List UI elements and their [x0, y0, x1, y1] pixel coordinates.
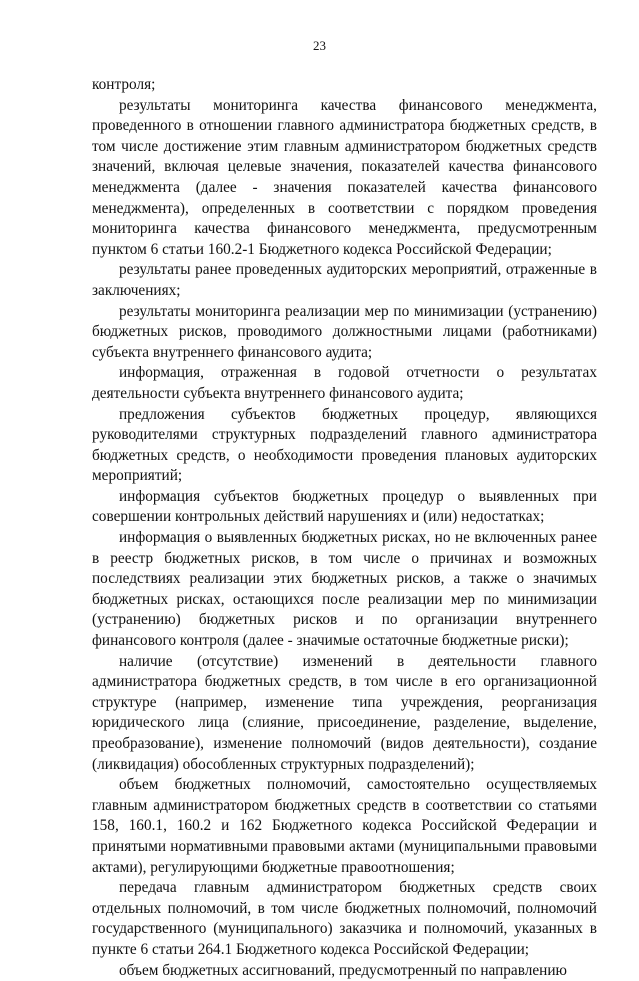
paragraph: наличие (отсутствие) изменений в деятельности главного администратора бюджетных средств, в том числе в его организационной структуре (например, изменение типа учреждения, реорганизация юридического лица (слияние, присоединение, разделение, выделение, преобразование), изменение полномочий (видов деятельности), создание (ликвидация) обособленных структурных подразделений);: [92, 652, 597, 773]
paragraph: объем бюджетных полномочий, самостоятельно осуществляемых главным администратором бюджетных средств в соответствии со статьями 158, 160.1, 160.2 и 162 Бюджетного кодекса Российской Федерации и принятыми нормативными правовыми актами (муниципальными правовыми актами), регулирующими бюджетные правоотношения;: [92, 776, 597, 876]
paragraph: информация субъектов бюджетных процедур о выявленных при совершении контрольных действий нарушениях и (или) недостатках;: [92, 487, 597, 526]
paragraph: информация, отраженная в годовой отчетности о результатах деятельности субъекта внутреннего финансового аудита;: [92, 364, 597, 402]
paragraph: передача главным администратором бюджетных средств своих отдельных полномочий, в том числе бюджетных полномочий, полномочий государственного (муниципального) заказчика и полномочий, указанных в пункте 6 статьи 264.1 Бюджетного кодекса Российской Федерации;: [92, 879, 597, 958]
document-body: [92, 75, 597, 981]
paragraph-continuation: контроля;: [92, 76, 156, 93]
paragraph: предложения субъектов бюджетных процедур, являющихся руководителями структурных подразделений главного администратора бюджетных средств, о необходимости проведения плановых аудиторских мероприятий;: [92, 405, 597, 485]
paragraph: результаты мониторинга реализации мер по минимизации (устранению) бюджетных рисков, проводимого должностными лицами (работниками) субъекта внутреннего финансового аудита;: [92, 302, 597, 361]
paragraph: результаты ранее проведенных аудиторских мероприятий, отраженные в заключениях;: [92, 261, 597, 299]
paragraph: информация о выявленных бюджетных рисках, но не включенных ранее в реестр бюджетных рисков, в том числе о причинах и возможных последствиях реализации этих бюджетных рисков, а также о значимых бюджетных рисках, остающихся после реализации мер по минимизации (устранению) бюджетных рисков и по организации внутреннего финансового контроля (далее - значимые остаточные бюджетные риски);: [92, 529, 597, 650]
paragraph: результаты мониторинга качества финансового менеджмента, проведенного в отношении главного администратора бюджетных средств, в том числе достижение этим главным администратором бюджетных средств значений, включая целевые значения, показателей качества финансового менеджмента (далее - значения показателей качества финансового менеджмента), определенных в соответствии с порядком проведения мониторинга качества финансового менеджмента, предусмотренным пунктом 6 статьи 160.2-1 Бюджетного кодекса Российской Федерации;: [92, 96, 597, 258]
page-number: 23: [313, 38, 326, 53]
paragraph: объем бюджетных ассигнований, предусмотренный по направлению: [119, 961, 567, 979]
